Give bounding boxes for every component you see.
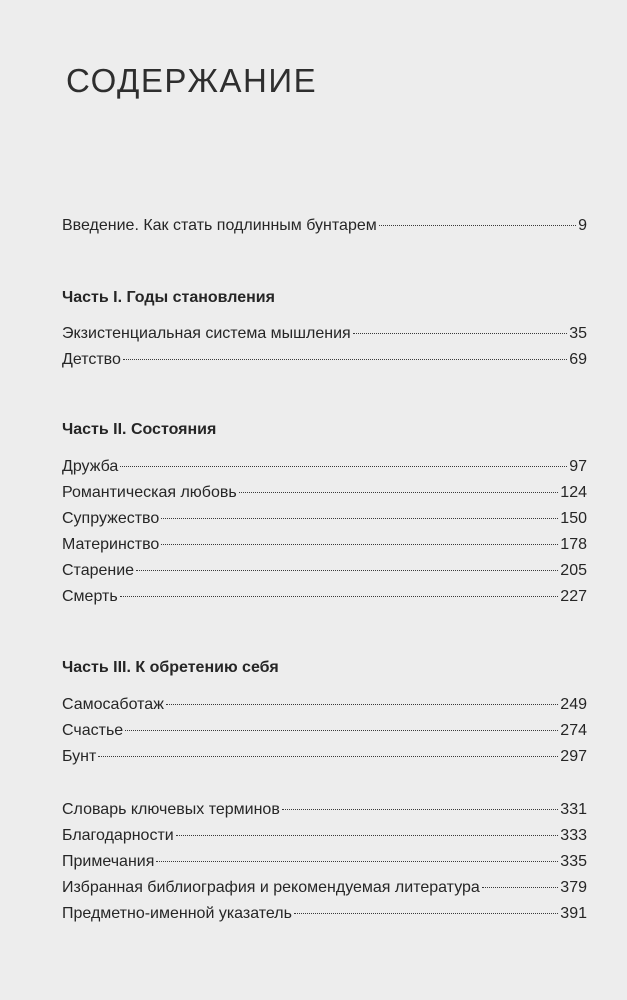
toc-entry-page: 97 [569,458,587,475]
toc-entry-label: Супружество [62,510,160,527]
toc-entry-page: 124 [560,484,587,501]
dot-leader [161,544,558,545]
dot-leader [379,225,576,226]
dot-leader [482,887,558,888]
toc-entry-label: Словарь ключевых терминов [62,801,280,818]
toc-entry-label: Старение [62,562,135,579]
toc-entry[interactable] [62,800,587,820]
toc-entry[interactable] [62,535,587,555]
toc-entry-label: Смерть [62,588,118,605]
toc-entry[interactable] [62,904,587,924]
toc-entry-label: Примечания [62,853,155,870]
toc-entry[interactable] [62,324,587,344]
toc-entry[interactable] [62,747,587,767]
dot-leader [98,756,558,757]
toc-entry-page: 205 [560,562,587,579]
toc-entry-label: Предметно-именной указатель [62,905,292,922]
dot-leader [166,704,558,705]
toc-entry-label: Избранная библиография и рекомендуемая литература [62,879,480,896]
dot-leader [125,730,558,731]
toc-entry[interactable] [62,350,587,370]
toc-entry[interactable] [62,561,587,581]
toc-entry[interactable] [62,587,587,607]
toc-entry-label: Дружба [62,458,119,475]
dot-leader [136,570,558,571]
toc-entry-label: Детство [62,351,121,368]
toc-entry-page: 249 [560,696,587,713]
dot-leader [120,596,559,597]
toc-entry-page: 379 [560,879,587,896]
toc-entry[interactable] [62,509,587,529]
toc-entry-page: 69 [569,351,587,368]
toc-entry-page: 331 [560,801,587,818]
toc-entry[interactable] [62,852,587,872]
dot-leader [282,809,558,810]
toc-entry[interactable] [62,878,587,898]
toc-entry-label: Введение. Как стать подлинным бунтарем [62,217,377,234]
part-heading-2: Часть II. Состояния [62,421,217,438]
toc-entry-page: 178 [560,536,587,553]
toc-entry-label: Материнство [62,536,160,553]
toc-entry-page: 150 [560,510,587,527]
page-title: СОДЕРЖАНИЕ [66,62,318,99]
dot-leader [123,359,567,360]
toc-entry[interactable] [62,721,587,741]
toc-entry-page: 297 [560,748,587,765]
toc-entry[interactable] [62,695,587,715]
toc-entry-page: 274 [560,722,587,739]
toc-entry-label: Самосаботаж [62,696,164,713]
part-heading-1: Часть I. Годы становления [62,289,275,306]
part-heading-3: Часть III. К обретению себя [62,659,279,676]
toc-entry[interactable] [62,483,587,503]
toc-entry-label: Экзистенциальная система мышления [62,325,351,342]
toc-entry-page: 227 [560,588,587,605]
dot-leader [239,492,559,493]
toc-entry-label: Романтическая любовь [62,484,237,501]
dot-leader [161,518,558,519]
toc-entry[interactable] [62,457,587,477]
toc-entry-label: Бунт [62,748,97,765]
dot-leader [353,333,568,334]
dot-leader [294,913,558,914]
toc-entry-page: 335 [560,853,587,870]
dot-leader [120,466,567,467]
toc-entry-page: 35 [569,325,587,342]
toc-entry-page: 333 [560,827,587,844]
toc-entry-page: 391 [560,905,587,922]
toc-entry-page: 9 [578,217,587,234]
dot-leader [156,861,558,862]
toc-entry-intro[interactable] [62,216,587,236]
toc-entry-label: Счастье [62,722,124,739]
toc-entry-label: Благодарности [62,827,174,844]
dot-leader [176,835,559,836]
toc-entry[interactable] [62,826,587,846]
